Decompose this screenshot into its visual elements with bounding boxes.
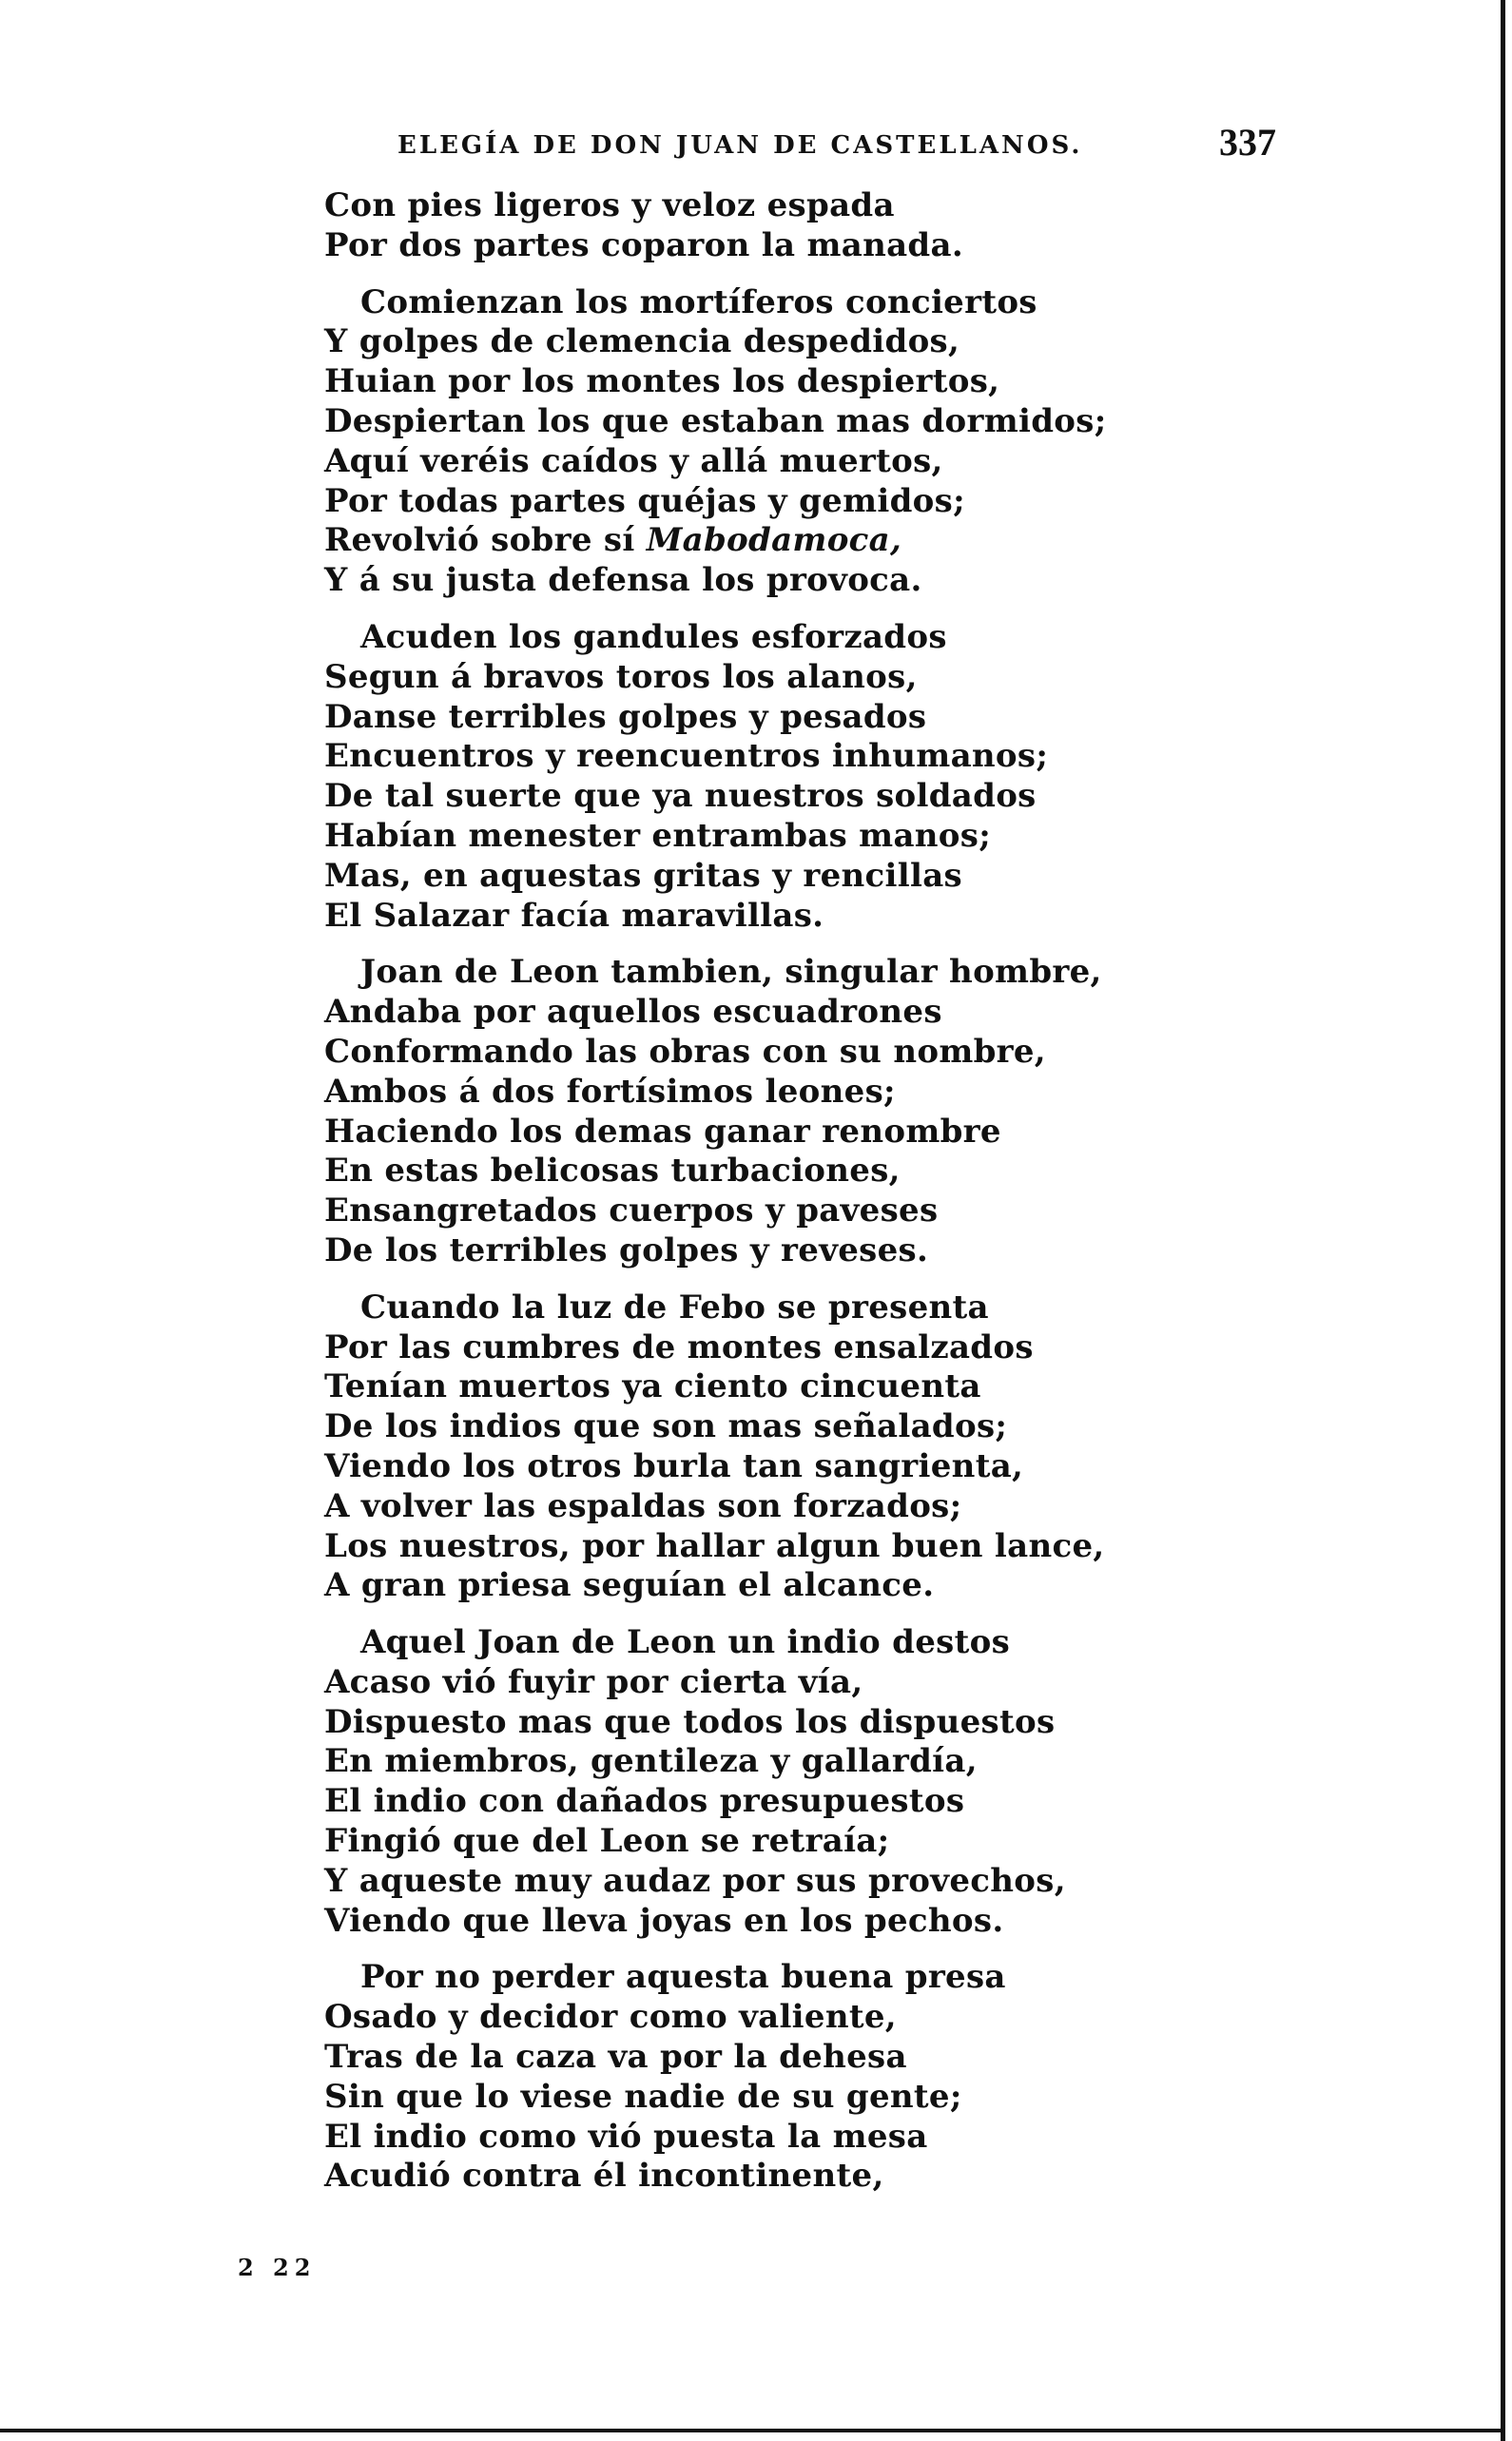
verse-line: El indio con dañados presupuestos: [324, 1782, 965, 1821]
printer-signature-mark: 2 22: [238, 2254, 317, 2281]
verse-line: Acaso vió fuyir por cierta vía,: [324, 1662, 863, 1701]
verse-line: A volver las espaldas son forzados;: [324, 1486, 962, 1525]
verse-line: Comienzan los mortíferos conciertos: [360, 282, 1037, 321]
verse-line: Encuentros y reencuentros inhumanos;: [324, 737, 1049, 776]
stanza-7: [324, 1958, 1484, 2197]
verse-line: A gran priesa seguían el alcance.: [324, 1566, 935, 1605]
verse-line: En estas belicosas turbaciones,: [324, 1152, 901, 1191]
verse-line: Haciendo los demas ganar renombre: [324, 1112, 1001, 1151]
verse-line: Viendo los otros burla tan sangrienta,: [324, 1446, 1024, 1485]
verse-line: Huian por los montes los despiertos,: [324, 362, 1000, 401]
verse-line: Y á su justa defensa los provoca.: [324, 561, 922, 600]
verse-line: En miembros, gentileza y gallardía,: [324, 1742, 978, 1781]
verse-line: Tenían muertos ya ciento cincuenta: [324, 1367, 981, 1406]
verse-line: Tras de la caza va por la dehesa: [324, 2038, 907, 2077]
verse-line: De los indios que son mas señalados;: [324, 1407, 1008, 1446]
page-border-bottom: [0, 2429, 1505, 2432]
verse-line: Por no perder aquesta buena presa: [360, 1958, 1006, 1997]
verse-line: El indio como vió puesta la mesa: [324, 2117, 928, 2156]
verse-line: Ensangretados cuerpos y paveses: [324, 1191, 939, 1230]
stanza-6: [324, 1623, 1484, 1941]
verse-line: Y golpes de clemencia despedidos,: [324, 322, 960, 361]
stanza-3: [324, 618, 1484, 936]
verse-line: Con pies ligeros y veloz espada: [324, 186, 895, 224]
verse-line: Por todas partes quéjas y gemidos;: [324, 481, 965, 520]
verse-line: Segun á bravos toros los alanos,: [324, 657, 918, 696]
verse-line: Viendo que lleva joyas en los pechos.: [324, 1901, 1004, 1940]
verse-line: Por las cumbres de montes ensalzados: [324, 1327, 1034, 1366]
verse-line: Los nuestros, por hallar algun buen lance,: [324, 1526, 1105, 1565]
stanza-5: [324, 1288, 1484, 1606]
verse-line: Conformando las obras con su nombre,: [324, 1032, 1046, 1071]
verse-line: Aquel Joan de Leon un indio destos: [360, 1623, 1011, 1662]
verse-line: Por dos partes coparon la manada.: [324, 225, 963, 264]
verse-line: De los terribles golpes y reveses.: [324, 1230, 929, 1269]
verse-line: El Salazar facía maravillas.: [324, 896, 824, 935]
running-title: ELEGÍA DE DON JUAN DE CASTELLANOS.: [397, 131, 1083, 160]
verse-line: Habían menester entrambas manos;: [324, 816, 992, 855]
verse-line: Sin que lo viese nadie de su gente;: [324, 2077, 962, 2116]
stanza-1: [324, 186, 1484, 266]
stanza-2: [324, 283, 1484, 601]
verse-line: Danse terribles golpes y pesados: [324, 697, 927, 736]
verse-line: Despiertan los que estaban mas dormidos;: [324, 401, 1107, 440]
italic-proper-name: Mabodamoca,: [646, 521, 902, 560]
verse-line: Andaba por aquellos escuadrones: [324, 993, 942, 1032]
verse-line: Aquí veréis caídos y allá muertos,: [324, 441, 943, 480]
verse-line: Dispuesto mas que todos los dispuestos: [324, 1702, 1056, 1741]
verse-line: Acudió contra él incontinente,: [324, 2157, 884, 2196]
verse-line: Acuden los gandules esforzados: [360, 617, 947, 656]
page-border-right: [1501, 0, 1505, 2441]
page-number: 337: [1219, 121, 1276, 164]
verse-line: Osado y decidor como valiente,: [324, 1998, 897, 2037]
stanza-4: [324, 953, 1484, 1270]
verse-line: Joan de Leon tambien, singular hombre,: [360, 953, 1102, 992]
verse-line-text: Revolvió sobre sí: [324, 521, 647, 560]
verse-line: Y aqueste muy audaz por sus provechos,: [324, 1861, 1066, 1900]
verse-line: Fingió que del Leon se retraía;: [324, 1822, 890, 1861]
verse-line: De tal suerte que ya nuestros soldados: [324, 777, 1037, 816]
verse-line: Mas, en aquestas gritas y rencillas: [324, 856, 962, 895]
verse-line: Ambos á dos fortísimos leones;: [324, 1072, 896, 1111]
verse-line: [324, 521, 1484, 561]
poem-body: [324, 186, 1484, 2214]
verse-line: Cuando la luz de Febo se presenta: [360, 1288, 989, 1327]
